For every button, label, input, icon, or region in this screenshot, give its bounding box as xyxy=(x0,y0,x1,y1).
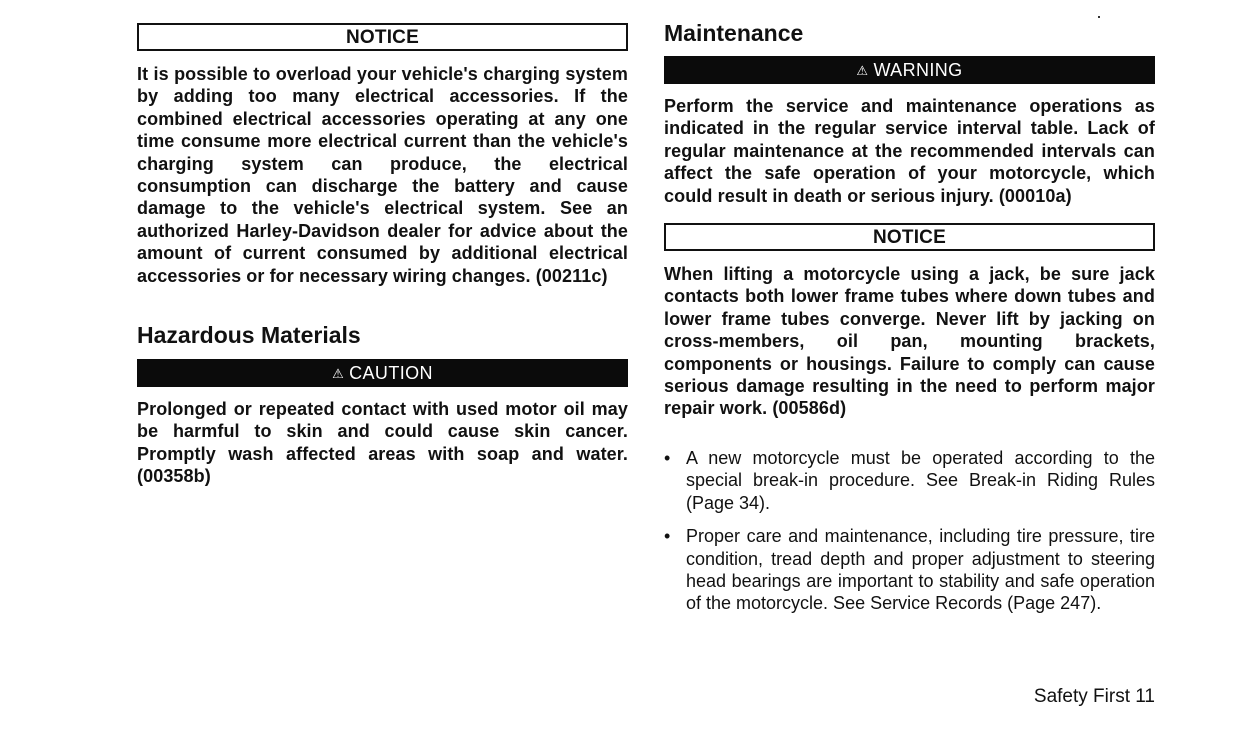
warning-text: Perform the service and maintenance operations as indicated in the regular service interval table. Lack of regular maintenance at the recommended intervals can affect the safe operation of your motorcycle, which could result in death or serious injury. (00010a) xyxy=(664,96,1155,206)
warning-triangle-icon: ⚠ xyxy=(856,63,869,78)
notice-label: NOTICE xyxy=(346,27,419,48)
maintenance-heading: Maintenance xyxy=(664,20,804,46)
notice-text: When lifting a motorcycle using a jack, be sure jack contacts both lower frame tubes where down tubes and lower frame tubes converge. Never lift by jacking on cross-members, oil pan, mounting brackets, components or housings. Failure to comply can cause serious damage resulting in the need to perform major repair work. (00586d) xyxy=(664,264,1155,419)
notice-label-box xyxy=(137,23,628,51)
caution-banner xyxy=(137,359,628,387)
notice-label-box xyxy=(664,223,1155,251)
list-item xyxy=(664,447,1155,514)
caution-label: CAUTION xyxy=(349,363,433,383)
warning-triangle-icon: ⚠ xyxy=(332,366,345,381)
list-item xyxy=(664,525,1155,615)
page-footer: Safety First 11 xyxy=(1033,686,1155,707)
scan-speck xyxy=(1098,16,1100,18)
bullet-icon: • xyxy=(664,448,671,468)
warning-banner xyxy=(664,56,1155,84)
maintenance-bullet-list xyxy=(664,447,1155,626)
hazardous-materials-heading: Hazardous Materials xyxy=(137,322,361,348)
caution-text: Prolonged or repeated contact with used motor oil may be harmful to skin and could cause skin cancer. Promptly wash affected areas with soap and water. (00358b) xyxy=(137,399,628,487)
notice-text: It is possible to overload your vehicle's charging system by adding too many electrical accessories. If the combined electrical accessories operating at any one time consume more electrical current than the vehicle's charging system can produce, the electrical consumption can discharge the battery and cause damage to the vehicle's electrical system. See an authorized Harley-Davidson dealer for advice about the amount of current consumed by additional electrical accessories or for necessary wiring changes. (00211c) xyxy=(137,64,628,286)
list-item-text: A new motorcycle must be operated according to the special break-in procedure. See Break-in Riding Rules (Page 34). xyxy=(686,448,1155,513)
notice-label: NOTICE xyxy=(873,227,946,248)
warning-label: WARNING xyxy=(873,60,963,80)
list-item-text: Proper care and maintenance, including tire pressure, tire condition, tread depth and proper adjustment to steering head bearings are important to stability and safe operation of the motorcycle. See Service Records (Page 247). xyxy=(686,526,1155,614)
bullet-icon: • xyxy=(664,526,671,547)
